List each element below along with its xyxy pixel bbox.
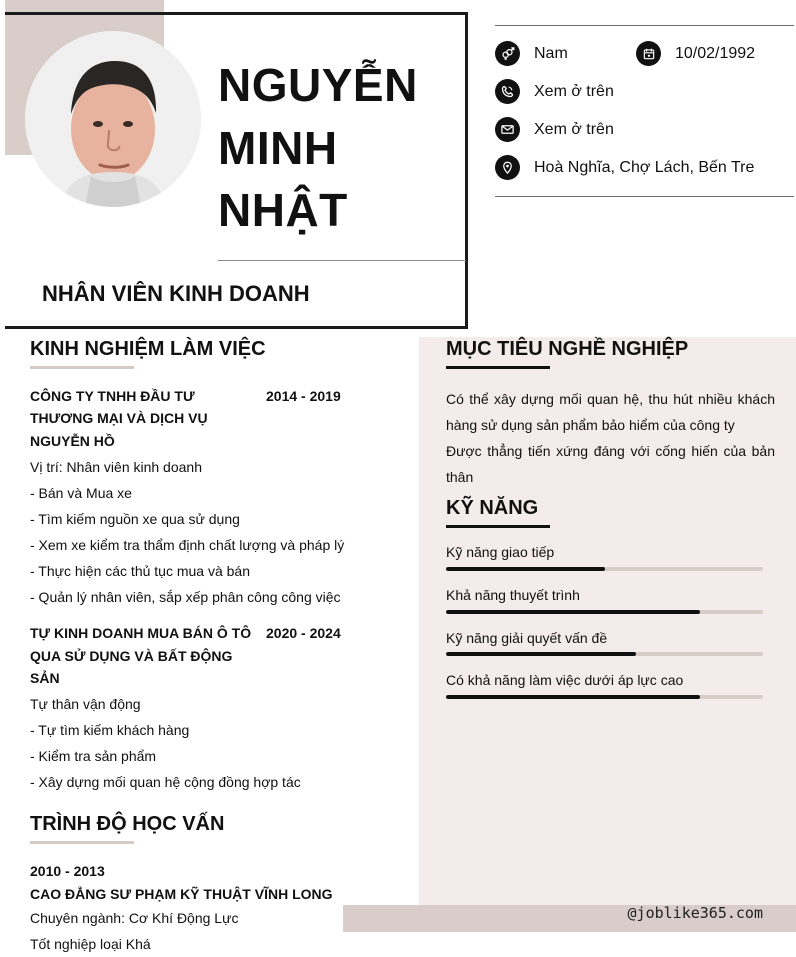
skills-section — [446, 496, 763, 699]
experience-1-line-4: - Xem xe kiểm tra thẩm định chất lượng và pháp lý — [30, 537, 345, 554]
career-goal-line-1: Có thể xây dựng mối quan hệ, thu hút nhiều khách hàng sử dụng sản phẩm bảo hiểm của công ty — [446, 391, 775, 433]
skill-item-1 — [446, 544, 763, 571]
birthday-text: 10/02/1992 — [675, 44, 756, 62]
education-major: Chuyên ngành: Cơ Khí Động Lực — [30, 910, 239, 927]
mail-icon — [495, 117, 520, 142]
name-line-1: NGUYỄN — [218, 59, 418, 111]
experience-title-underline — [30, 366, 134, 369]
skill-item-2 — [446, 587, 763, 614]
skill-track-2 — [446, 610, 763, 614]
skill-track-4 — [446, 695, 763, 699]
skill-track-3 — [446, 652, 763, 656]
experience-years-1: 2014 - 2019 — [266, 388, 341, 404]
education-title-underline — [30, 841, 134, 844]
skills-title: KỸ NĂNG — [446, 497, 539, 519]
experience-2-line-2: - Tự tìm kiếm khách hàng — [30, 722, 190, 739]
experience-item-2 — [30, 622, 390, 689]
skill-name-3: Kỹ năng giải quyết vấn đề — [446, 629, 608, 646]
career-goal-title: MỤC TIÊU NGHỀ NGHIỆP — [446, 338, 689, 360]
contact-phone-row — [495, 79, 614, 104]
experience-1-line-1: Vị trí: Nhân viên kinh doanh — [30, 459, 202, 476]
skill-name-4: Có khả năng làm việc dưới áp lực cao — [446, 672, 684, 689]
location-icon — [495, 155, 520, 180]
experience-1-line-3: - Tìm kiếm nguồn xe qua sử dụng — [30, 511, 240, 528]
skill-name-1: Kỹ năng giao tiếp — [446, 544, 555, 560]
experience-2-line-1: Tự thân vận động — [30, 696, 141, 713]
experience-1-line-5: - Thực hiện các thủ tục mua và bán — [30, 563, 251, 580]
experience-company-2: TỰ KINH DOANH MUA BÁN Ô TÔ QUA SỬ DỤNG VÀ BẤT ĐỘNG SẢN — [30, 625, 252, 686]
skill-fill-4 — [446, 695, 700, 699]
experience-1-line-6: - Quản lý nhân viên, sắp xếp phân công công việc — [30, 589, 341, 606]
skill-fill-2 — [446, 610, 700, 614]
name-line-3: NHẬT — [218, 184, 348, 236]
job-title: NHÂN VIÊN KINH DOANH — [42, 281, 310, 306]
skill-item-3 — [446, 630, 763, 657]
avatar — [25, 31, 201, 207]
contact-email-row — [495, 117, 614, 142]
education-school: CAO ĐẲNG SƯ PHẠM KỸ THUẬT VĨNH LONG — [30, 885, 333, 902]
name-line-2: MINH — [218, 122, 338, 174]
experience-company-1: CÔNG TY TNHH ĐẦU TƯ THƯƠNG MẠI VÀ DỊCH VỤ NGUYỄN HỒ — [30, 388, 208, 449]
career-goal-text — [446, 386, 775, 490]
contact-bottom-divider — [495, 196, 794, 197]
skill-item-4 — [446, 672, 763, 699]
experience-details-1 — [30, 454, 390, 610]
gender-icon — [495, 41, 520, 66]
name-divider — [218, 260, 466, 261]
career-goal-section — [446, 337, 775, 490]
left-column — [30, 337, 390, 957]
skills-title-underline — [446, 525, 550, 528]
education-result: Tốt nghiệp loại Khá — [30, 936, 151, 953]
skill-track-1 — [446, 567, 763, 571]
email-text: Xem ở trên — [534, 120, 614, 138]
contact-gender-row — [495, 41, 568, 66]
phone-icon — [495, 79, 520, 104]
education-section — [30, 812, 390, 957]
calendar-icon — [636, 41, 661, 66]
contact-birthday-row — [636, 41, 755, 66]
career-goal-line-2: Được thẳng tiến xứng đáng với cống hiến của bản thân — [446, 443, 775, 485]
experience-title: KINH NGHIỆM LÀM VIỆC — [30, 338, 266, 360]
gender-text: Nam — [534, 44, 568, 62]
career-goal-title-underline — [446, 366, 550, 369]
education-years: 2010 - 2013 — [30, 863, 105, 880]
address-text: Hoà Nghĩa, Chợ Lách, Bến Tre — [534, 158, 755, 176]
experience-item-1 — [30, 385, 390, 452]
contact-address-row — [495, 155, 754, 180]
education-title: TRÌNH ĐỘ HỌC VẤN — [30, 813, 225, 836]
experience-section — [30, 337, 390, 795]
phone-text: Xem ở trên — [534, 82, 614, 100]
experience-2-line-3: - Kiểm tra sản phẩm — [30, 748, 157, 765]
experience-1-line-2: - Bán và Mua xe — [30, 485, 132, 502]
experience-details-2 — [30, 691, 390, 795]
experience-years-2: 2020 - 2024 — [266, 625, 341, 642]
skill-fill-3 — [446, 652, 636, 656]
footer-brand: @joblike365.com — [627, 904, 763, 922]
contact-top-divider — [495, 25, 794, 26]
experience-2-line-4: - Xây dựng mối quan hệ cộng đồng hợp tác — [30, 774, 301, 791]
skill-name-2: Khả năng thuyết trình — [446, 586, 580, 603]
skill-fill-1 — [446, 567, 605, 571]
